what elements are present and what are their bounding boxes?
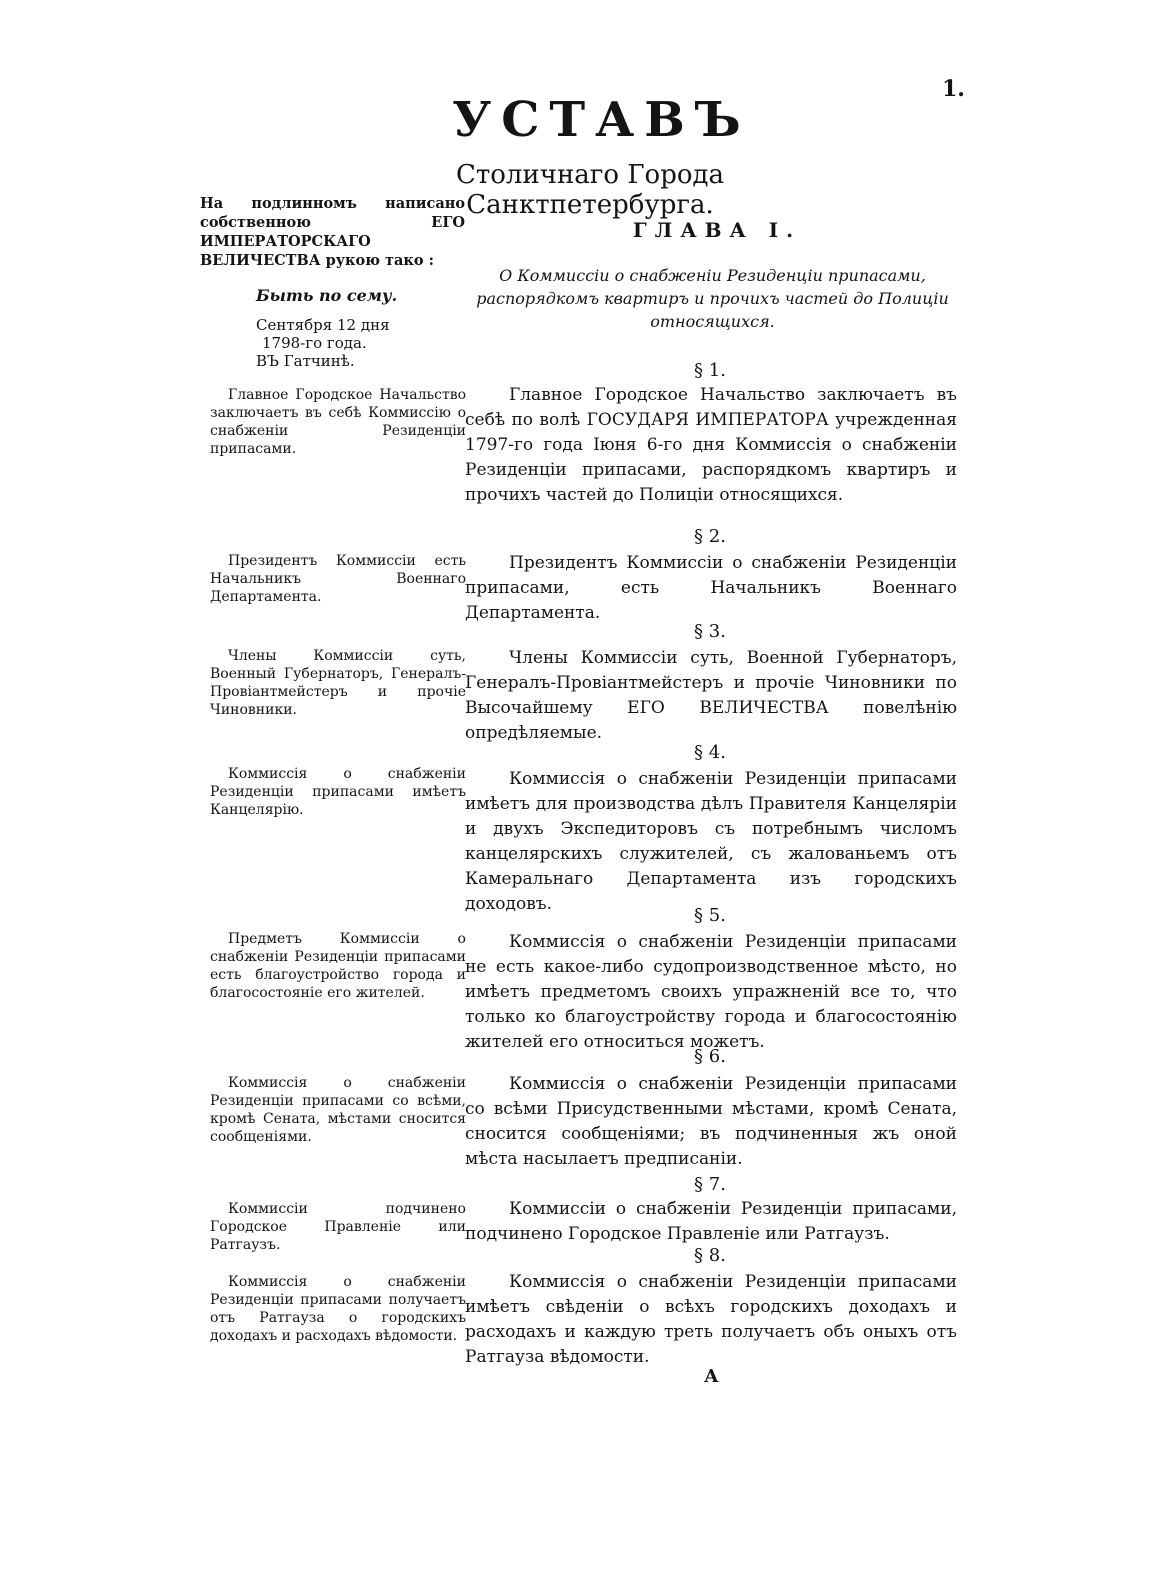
- imperial-resolution: Быть по сему.: [256, 286, 398, 305]
- margin-note: Коммиссія о снабженіи Резиденціи припасами получаетъ отъ Ратгауза о городскихъ доходахъ и расходахъ вѣдомости.: [210, 1274, 466, 1344]
- signature-note: На подлинномъ написано собственною ЕГО ИМПЕРАТОРСКАГО ВЕЛИЧЕСТВА рукою тако :: [200, 195, 465, 269]
- section-number: § 6.: [694, 1046, 726, 1067]
- document-subtitle: Столичнаго Города Санктпетербурга.: [455, 160, 724, 220]
- margin-note: Члены Коммиссіи суть, Военный Губернаторъ, Генералъ-Провіантмейстеръ и прочіе Чиновники.: [210, 648, 466, 718]
- section-number: § 2.: [694, 526, 726, 547]
- margin-note: Главное Городское Начальство заключаетъ въ себѣ Коммиссію о снабженіи Резиденціи припасами.: [210, 387, 466, 457]
- section-text: Коммиссія о снабженіи Резиденціи припасами имѣетъ свѣденіи о всѣхъ городскихъ доходахъ и расходахъ и каждую треть получаетъ объ оныхъ отъ Ратгауза вѣдомости.: [465, 1272, 957, 1367]
- margin-note: Предметъ Коммиссіи о снабженіи Резиденціи припасами есть благоустройство города и благосостояніе его жителей.: [210, 931, 466, 1001]
- document-title: УСТАВЪ: [452, 92, 751, 148]
- section-number: § 8.: [694, 1245, 726, 1266]
- page-number: 1.: [942, 76, 965, 102]
- margin-note: Президентъ Коммиссіи есть Начальникъ Военнаго Департамента.: [210, 553, 466, 605]
- section-number: § 4.: [694, 742, 726, 763]
- section-number: § 3.: [694, 621, 726, 642]
- section-number: § 7.: [694, 1174, 726, 1195]
- margin-note: Коммиссія о снабженіи Резиденціи припасами имѣетъ Канцелярію.: [210, 766, 466, 818]
- section-text: Коммиссія о снабженіи Резиденціи припасами не есть какое-либо судопроизводственное мѣсто, но имѣетъ предметомъ своихъ упражненій все то, что только ко благоустройству города и благосостоянію жителей его относиться можетъ.: [465, 932, 957, 1052]
- margin-note: Коммиссія о снабженіи Резиденціи припасами со всѣми, кромѣ Сената, мѣстами сносится сообщеніями.: [210, 1075, 466, 1145]
- section-text: Члены Коммиссіи суть, Военной Губернаторъ, Генералъ-Провіантмейстеръ и прочіе Чиновники по Высочайшему ЕГО ВЕЛИЧЕСТВА повелѣнію опредѣляемые.: [465, 648, 957, 743]
- section-text: Коммиссіи о снабженіи Резиденціи припасами, подчинено Городское Правленіе или Ратгаузъ.: [465, 1199, 957, 1244]
- section-text: Коммиссія о снабженіи Резиденціи припасами имѣетъ для производства дѣлъ Правителя Канцеляріи и двухъ Экспедиторовъ съ потребнымъ числомъ канцелярскихъ служителей, съ жалованьемъ отъ Камеральнаго Департамента изъ городскихъ доходовъ.: [465, 769, 957, 914]
- section-text: Коммиссія о снабженіи Резиденціи припасами со всѣми Присудственными мѣстами, кромѣ Сената, сносится сообщеніями; въ подчиненныя жъ оной мѣста насылаетъ предписаніи.: [465, 1074, 957, 1169]
- date-line: Сентября 12 дня: [256, 316, 390, 334]
- date-line: 1798-го года.: [262, 334, 367, 352]
- date-line: ВЪ Гатчинѣ.: [256, 352, 355, 370]
- section-text: Президентъ Коммиссіи о снабженіи Резиденціи припасами, есть Начальникъ Военнаго Департамента.: [465, 553, 957, 623]
- chapter-caption: О Коммиссіи о снабженіи Резиденціи припасами, распорядкомъ квартиръ и прочихъ частей до Полиціи относящихся.: [476, 266, 949, 331]
- dateline: [256, 316, 456, 370]
- section-text: Главное Городское Начальство заключаетъ въ себѣ по волѣ ГОСУДАРЯ ИМПЕРАТОРА учрежденная 1797-го года Іюня 6-го дня Коммиссія о снабженіи Резиденціи припасами, распорядкомъ квартиръ и прочихъ частей до Полиціи относящихся.: [465, 385, 957, 505]
- catchword-mark: А: [704, 1366, 719, 1387]
- section-number: § 1.: [694, 360, 726, 381]
- margin-note: Коммиссіи подчинено Городское Правленіе или Ратгаузъ.: [210, 1201, 466, 1253]
- chapter-heading: ГЛАВА I.: [632, 218, 802, 242]
- section-number: § 5.: [694, 905, 726, 926]
